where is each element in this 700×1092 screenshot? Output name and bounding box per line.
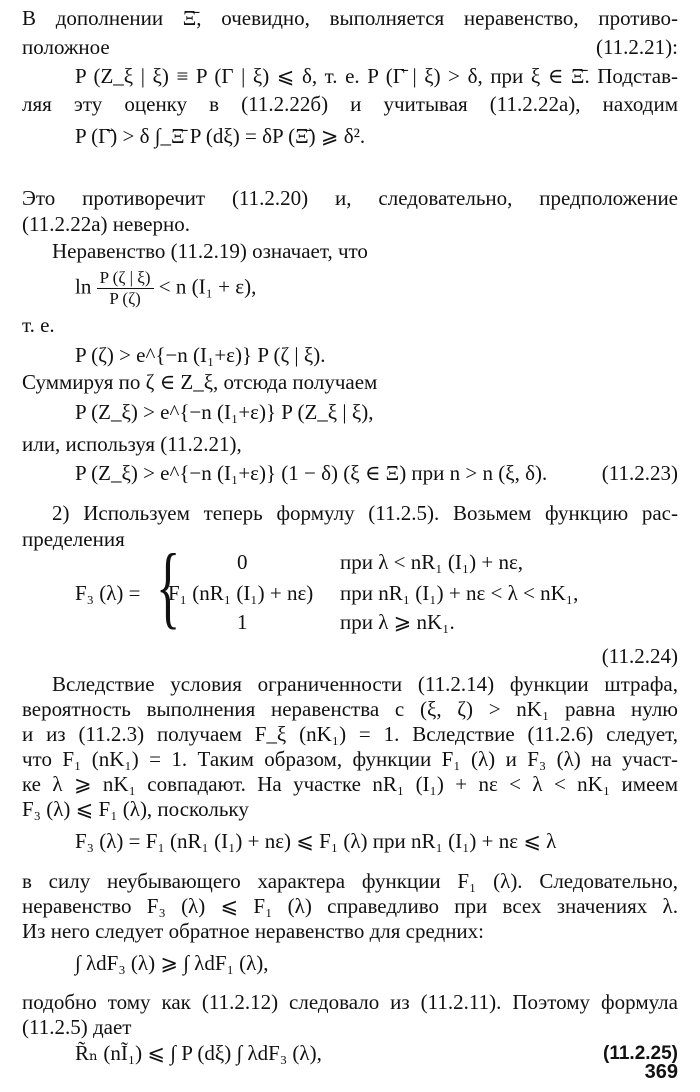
piecewise-case-1-condition: при λ < nR₁ (I₁) + nε, [340, 550, 524, 574]
text-line-20: неравенство F₃ (λ) ⩽ F₁ (λ) справедливо при всех значениях λ. [22, 894, 678, 918]
text-line-12: пределения [22, 527, 125, 551]
equation-7: ∫ λdF₃ (λ) ⩾ ∫ λdF₁ (λ), [75, 951, 269, 975]
text-line-3: P (Z_ξ | ξ) ≡ P (Γ | ξ) ⩽ δ, т. е. P (Γ̄ | ξ) > δ, при ξ ∈ Ξ̄. Подстав- [75, 64, 678, 88]
text-line-8: т. е. [22, 313, 55, 337]
text-line-15: и из (11.2.3) получаем F_ξ (nK₁) = 1. Вследствие (11.2.6) следует, [22, 722, 678, 746]
text-line-16: что F₁ (nK₁) = 1. Таким образом, функции F₁ (λ) и F₃ (λ) на участ- [22, 747, 678, 771]
text-line-4: ляя эту оценку в (11.2.22б) и учитывая (11.2.22а), находим [22, 92, 678, 116]
equation-inline-1: P (Γ̄) > δ ∫_Ξ̄ P (dξ) = δP (Ξ̄) ⩾ δ². [75, 124, 366, 148]
equation-number-11-2-24: (11.2.24) [601, 644, 678, 668]
text-line-22: подобно тому как (11.2.12) следовало из (11.2.11). Поэтому формула [22, 990, 678, 1014]
page-number: 369 [644, 1061, 678, 1083]
text-line-13: Вследствие условия ограниченности (11.2.14) функции штрафа, [52, 672, 678, 696]
eq2-denominator: P (ζ) [109, 289, 141, 308]
equation-6: F₃ (λ) = F₁ (nR₁ (I₁) + nε) ⩽ F₁ (λ) при nR₁ (I₁) + nε ⩽ λ [75, 829, 557, 853]
piecewise-lhs: F₃ (λ) = [75, 581, 141, 605]
text-line-17: ке λ ⩾ nK₁ совпадают. На участке nR₁ (I₁) + nε < λ < nK₁ имеем [22, 772, 678, 796]
equation-3: P (ζ) > e^{−n (I₁+ε)} P (ζ | ξ). [75, 343, 326, 367]
piecewise-case-2-value: F₁ (nR₁ (I₁) + nε) [168, 581, 314, 605]
text-line-14: вероятность выполнения неравенства c (ξ, ζ) > nK₁ равна нулю [22, 697, 678, 721]
eq2-ln: ln [75, 274, 92, 299]
eq2-fraction [97, 268, 154, 309]
text-line-21: Из него следует обратное неравенство для средних: [22, 919, 484, 943]
text-line-10: или, используя (11.2.21), [22, 432, 242, 456]
text-line-6: (11.2.22а) неверно. [22, 212, 190, 236]
text-line-1: В дополнении Ξ̄, очевидно, выполняется неравенство, противо- [22, 6, 678, 30]
piecewise-case-3-value: 1 [237, 610, 248, 634]
eq2-rhs: < n (I₁ + ε), [158, 274, 257, 299]
text-line-19: в силу неубывающего характера функции F₁ (λ). Следовательно, [22, 869, 678, 893]
equation-4: P (Z_ξ) > e^{−n (I₁+ε)} P (Z_ξ | ξ), [75, 400, 374, 424]
equation-5: P (Z_ξ) > e^{−n (I₁+ε)} (1 − δ) (ξ ∈ Ξ) при n > n (ξ, δ). [75, 461, 548, 485]
equation-2 [75, 268, 256, 309]
text-line-7: Неравенство (11.2.19) означает, что [52, 239, 368, 263]
text-line-2: положное (11.2.21): [22, 35, 678, 59]
piecewise-brace: { [156, 535, 181, 637]
text-line-23: (11.2.5) дает [22, 1015, 132, 1039]
equation-number-11-2-25: (11.2.25) [603, 1043, 678, 1064]
text-line-5: Это противоречит (11.2.20) и, следовательно, предположение [22, 186, 678, 210]
piecewise-case-3-condition: при λ ⩾ nK₁. [340, 610, 455, 634]
text-line-11: 2) Используем теперь формулу (11.2.5). Возьмем функцию рас- [52, 501, 678, 525]
text-line-9: Суммируя по ζ ∈ Z_ξ, отсюда получаем [22, 370, 378, 394]
eq2-numerator: P (ζ | ξ) [97, 268, 154, 289]
text-line-18: F₃ (λ) ⩽ F₁ (λ), поскольку [22, 797, 249, 821]
equation-number-11-2-23: (11.2.23) [601, 461, 678, 485]
piecewise-case-1-value: 0 [237, 550, 248, 574]
equation-8: R̃ₙ (nĨ₁) ⩽ ∫ P (dξ) ∫ λdF₃ (λ), [75, 1041, 322, 1065]
piecewise-case-2-condition: при nR₁ (I₁) + nε < λ < nK₁, [340, 581, 579, 605]
